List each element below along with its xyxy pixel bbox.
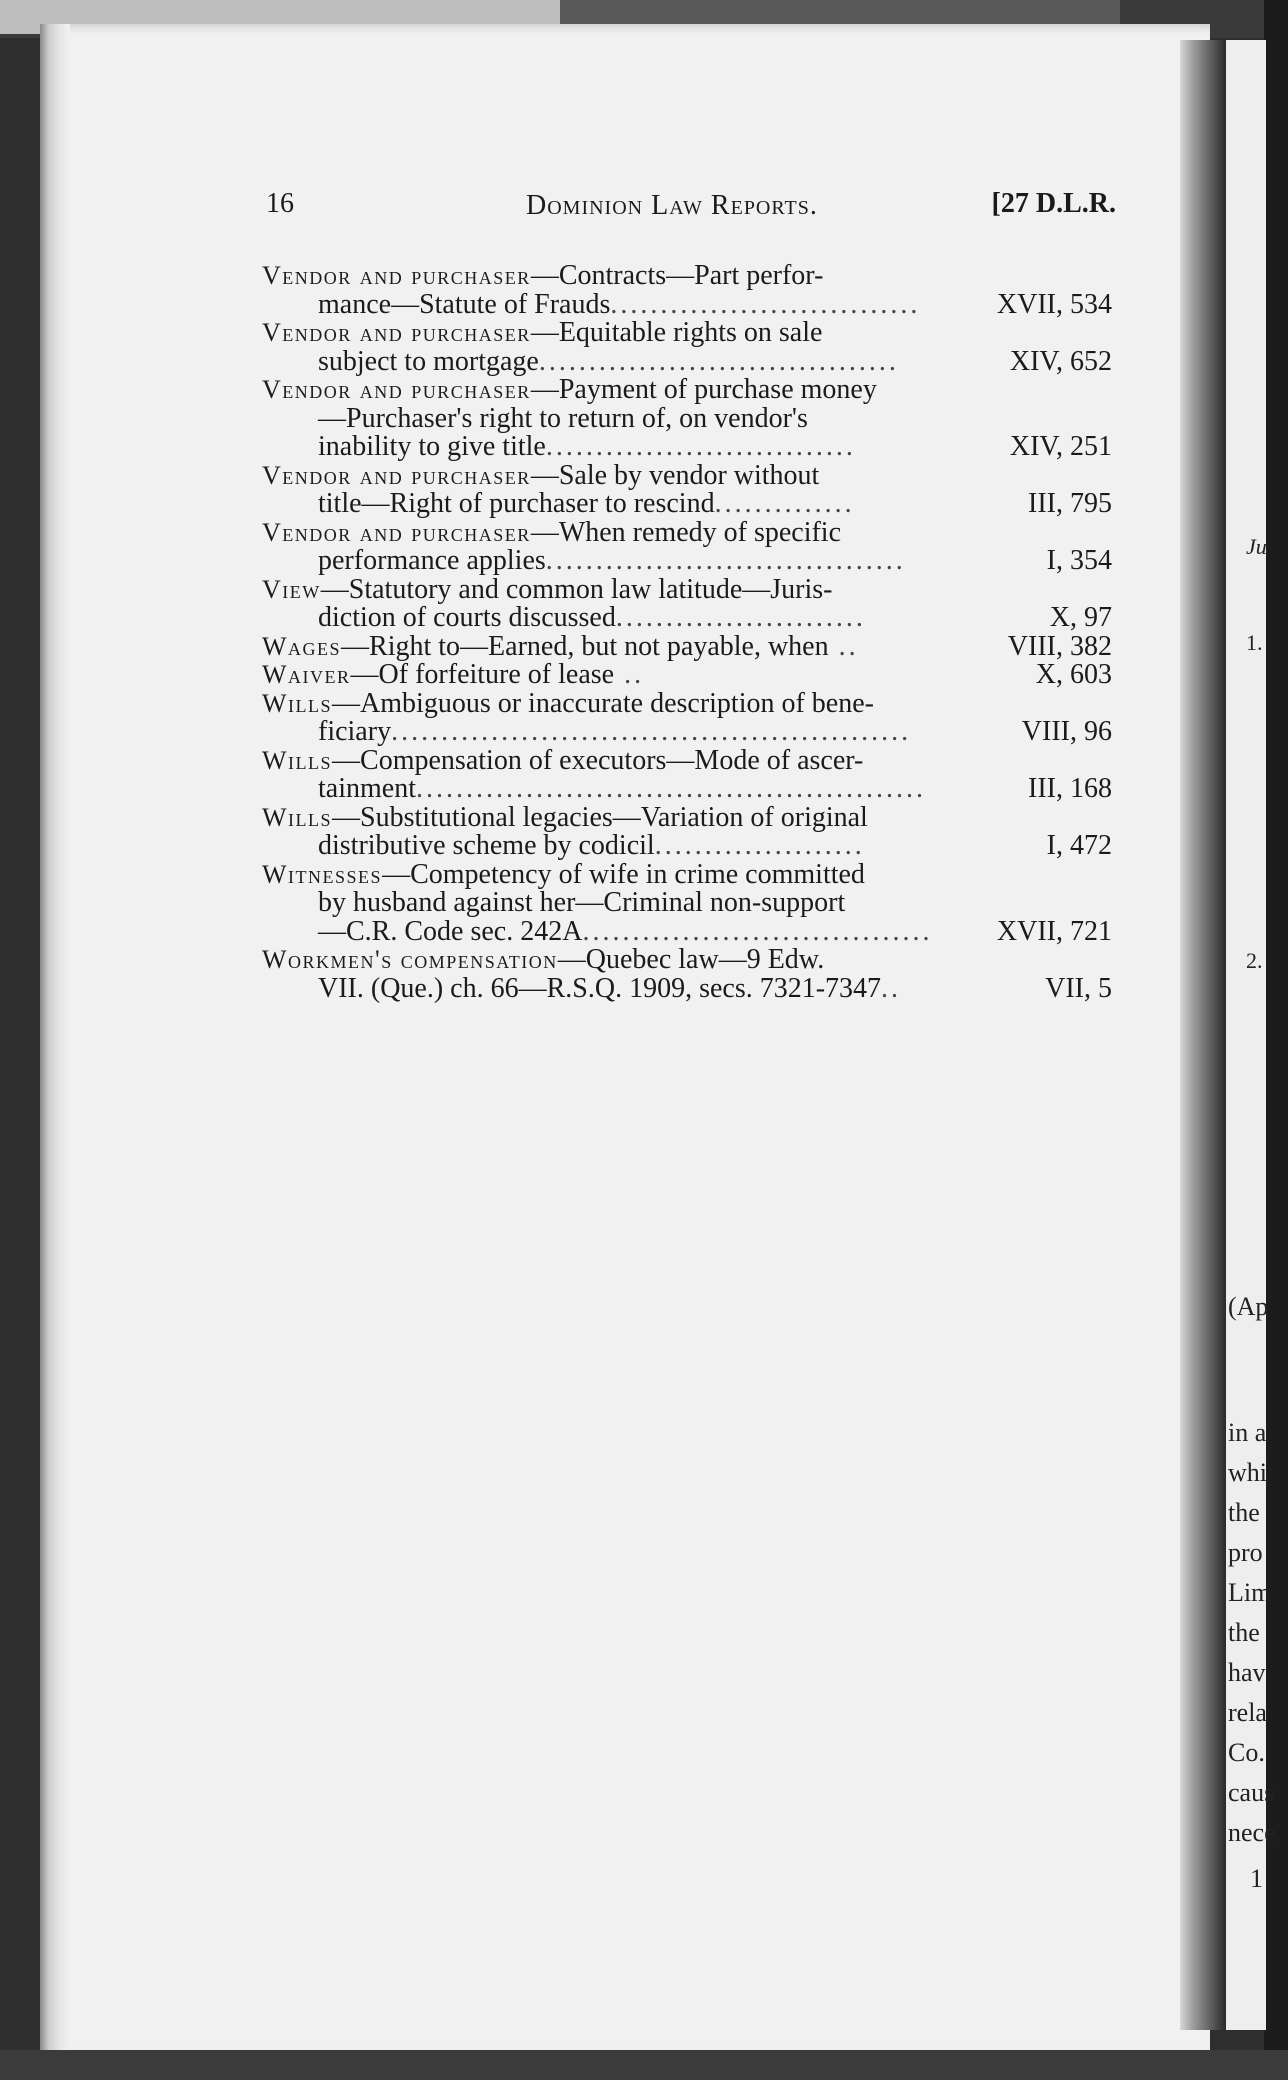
- entry-continuation: inability to give title...............................: [318, 431, 856, 462]
- entry-first-line: —Competency of wife in crime committed: [382, 858, 865, 890]
- scan-right-border: [1264, 0, 1288, 2080]
- index-entry: [262, 687, 1112, 747]
- right-fragment: the: [1228, 1618, 1260, 1647]
- entry-heading: Vendor and purchaser: [262, 318, 531, 347]
- right-fragment: the: [1228, 1498, 1260, 1527]
- right-fragment: rela: [1228, 1698, 1267, 1727]
- entry-continuation: by husband against her—Criminal non-support: [318, 887, 846, 918]
- index-entry: [262, 376, 1112, 462]
- entry-heading: Waiver: [262, 660, 351, 689]
- entry-reference: X, 97: [1049, 602, 1112, 633]
- scan-bottom-border: [0, 2050, 1288, 2080]
- page-stack-edge: [40, 24, 70, 2060]
- entry-first-line: —Contracts—Part perfor-: [530, 260, 824, 291]
- entry-text: [262, 946, 962, 1003]
- entry-heading: Vendor and purchaser: [262, 517, 531, 547]
- right-fragment: Lim: [1228, 1578, 1272, 1607]
- entry-reference: XVII, 721: [996, 915, 1112, 947]
- entry-heading: Wills: [262, 802, 333, 832]
- entry-text: [262, 744, 962, 804]
- index-entry: [262, 858, 1112, 947]
- entry-continuation: ficiary....................................................: [318, 716, 912, 747]
- page-number: 16: [266, 188, 294, 219]
- entry-reference: VIII, 382: [1007, 630, 1112, 662]
- entry-text: [262, 801, 962, 861]
- entry-continuation: subject to mortgage....................................: [318, 345, 899, 377]
- entry-heading: Wills: [262, 688, 333, 718]
- index-entry: [262, 516, 1112, 576]
- index-list: [262, 262, 1112, 1003]
- entry-continuation: VII. (Que.) ch. 66—R.S.Q. 1909, secs. 7321-7347..: [318, 972, 902, 1004]
- index-entry: [262, 744, 1112, 804]
- running-header: [266, 188, 1116, 232]
- entry-text: [262, 573, 962, 633]
- right-fragment: pro: [1228, 1538, 1263, 1567]
- right-fragment: 1.: [1246, 630, 1263, 655]
- index-entry: [262, 459, 1112, 519]
- entry-first-line: —Substitutional legacies—Variation of original: [332, 801, 868, 833]
- index-entry: [262, 573, 1112, 633]
- entry-reference: VII, 5: [1045, 972, 1112, 1004]
- entry-reference: XIV, 652: [1009, 345, 1112, 377]
- entry-text: [262, 516, 962, 576]
- page-title: Dominion Law Reports.: [526, 190, 818, 221]
- entry-first-line: —When remedy of specific: [530, 516, 842, 548]
- entry-reference: I, 472: [1046, 830, 1112, 861]
- entry-continuation: performance applies....................................: [318, 545, 906, 576]
- entry-first-line: —Equitable rights on sale: [530, 317, 823, 348]
- entry-text: Wages—Right to—Earned, but not payable, when ..: [262, 630, 859, 662]
- entry-continuation: mance—Statute of Frauds...............................: [318, 288, 921, 320]
- right-fragment: Ju: [1246, 534, 1267, 559]
- entry-heading: Wages: [262, 631, 342, 661]
- entry-heading: Witnesses: [262, 859, 383, 889]
- entry-heading: Vendor and purchaser: [262, 261, 531, 290]
- index-entry: [262, 262, 1112, 319]
- entry-heading: Workmen's compensation: [262, 945, 558, 974]
- entry-reference: XIV, 251: [1009, 431, 1112, 462]
- entry-first-line: —Of forfeiture of lease: [350, 659, 615, 690]
- entry-first-line: —Quebec law—9 Edw.: [557, 944, 825, 975]
- index-entry: [262, 319, 1112, 376]
- entry-first-line: —Statutory and common law latitude—Juris-: [320, 573, 833, 605]
- entry-reference: I, 354: [1046, 545, 1112, 576]
- right-fragment: whi: [1228, 1458, 1267, 1487]
- index-entry: [262, 801, 1112, 861]
- entry-continuation: distributive scheme by codicil.....................: [318, 830, 865, 861]
- right-page-fragment: [1226, 40, 1276, 2030]
- right-fragment: Co.: [1228, 1738, 1265, 1767]
- entry-continuation: diction of courts discussed.........................: [318, 602, 866, 633]
- index-entry: [262, 630, 1112, 662]
- entry-reference: III, 795: [1028, 488, 1112, 519]
- entry-text: [262, 262, 962, 319]
- book-gutter: [1180, 40, 1226, 2030]
- entry-text: [262, 319, 962, 376]
- entry-heading: Wills: [262, 745, 333, 775]
- right-fragment: hav: [1228, 1658, 1266, 1687]
- right-fragment: nece: [1228, 1818, 1276, 1847]
- entry-first-line: —Payment of purchase money: [530, 374, 877, 405]
- entry-first-line: —Ambiguous or inaccurate description of bene-: [332, 687, 874, 719]
- entry-heading: Vendor and purchaser: [262, 460, 531, 490]
- entry-continuation: tainment...................................................: [318, 773, 926, 804]
- entry-text: [262, 376, 962, 462]
- entry-continuation: title—Right of purchaser to rescind..............: [318, 488, 855, 519]
- entry-continuation: —Purchaser's right to return of, on vendor's: [318, 402, 808, 434]
- index-entry: [262, 661, 1112, 690]
- entry-heading: View: [262, 574, 321, 604]
- right-fragment: 2.: [1246, 948, 1263, 973]
- index-entry: [262, 946, 1112, 1003]
- entry-reference: XVII, 534: [996, 288, 1112, 320]
- entry-first-line: —Sale by vendor without: [530, 459, 820, 491]
- entry-text: Waiver—Of forfeiture of lease ..: [262, 659, 645, 690]
- right-fragment: 1: [1250, 1864, 1263, 1893]
- entry-reference: III, 168: [1028, 773, 1112, 804]
- entry-text: [262, 459, 962, 519]
- right-fragment: (Ap: [1228, 1292, 1269, 1321]
- entry-first-line: —Right to—Earned, but not payable, when: [341, 630, 829, 662]
- entry-first-line: —Compensation of executors—Mode of ascer-: [332, 744, 864, 776]
- entry-reference: VIII, 96: [1021, 716, 1112, 747]
- entry-text: [262, 858, 962, 947]
- entry-heading: Vendor and purchaser: [262, 375, 531, 404]
- volume-label: [27 D.L.R.: [991, 188, 1116, 219]
- right-fragment: in a: [1228, 1418, 1267, 1447]
- entry-reference: X, 603: [1035, 659, 1112, 690]
- right-fragment: caus: [1228, 1778, 1275, 1807]
- entry-text: [262, 687, 962, 747]
- entry-continuation: —C.R. Code sec. 242A...................................: [318, 915, 933, 947]
